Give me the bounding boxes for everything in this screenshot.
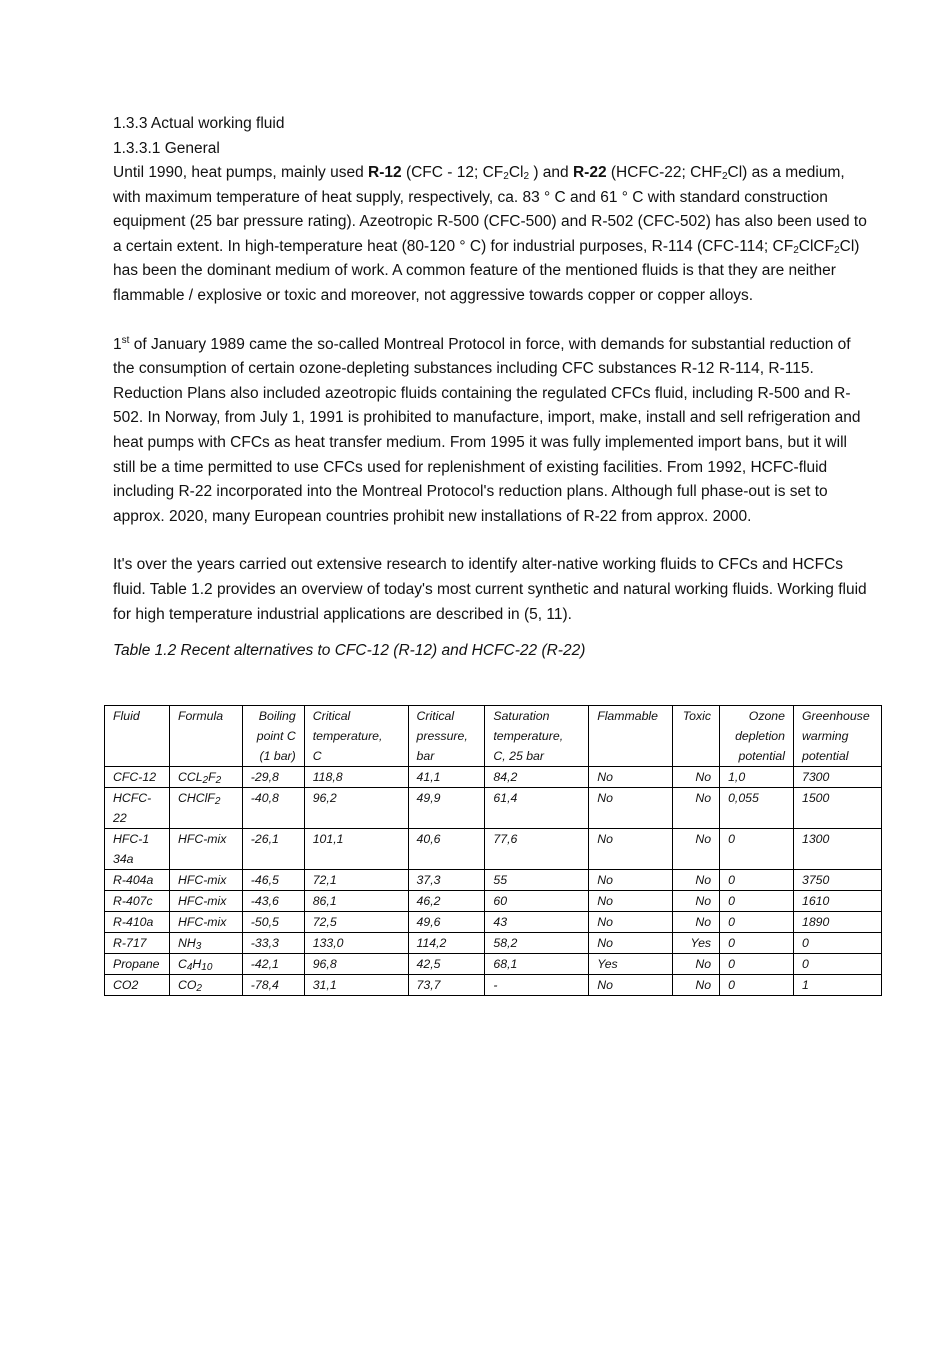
table-row [105,912,882,933]
cell-saturation-temperature: 61,4 [485,788,589,829]
table-header-row [105,706,882,767]
text-run: (HCFC-22; CHF [606,164,722,181]
cell-greenhouse-warming: 0 [793,954,881,975]
text-run: ) and [529,164,573,181]
cell-saturation-temperature: 55 [485,870,589,891]
cell-ozone-depletion: 1,0 [720,767,794,788]
cell-ozone-depletion: 0 [720,954,794,975]
cell-toxic: No [673,829,720,870]
cell-boiling-point: -33,3 [242,933,304,954]
subscript: 2 [834,244,840,256]
text-run: Cl) has been the dominant medium of work. A common feature of the mentioned fluids is that they are neither flammable / explosive or toxic and moreover, not aggressive towards copper or copper alloys. [113,237,860,304]
cell-toxic: No [673,870,720,891]
cell-flammable: No [589,912,673,933]
cell-formula: HFC-mix [169,829,242,870]
header-boiling-point: Boiling point C (1 bar) [242,706,304,767]
header-toxic: Toxic [673,706,720,767]
cell-saturation-temperature: 84,2 [485,767,589,788]
cell-fluid: R-407c [105,891,170,912]
cell-critical-pressure: 42,5 [408,954,485,975]
section-heading: 1.3.3 Actual working fluid [113,115,285,132]
header-saturation-temperature: Saturation temperature, C, 25 bar [485,706,589,767]
cell-formula: $CCL_2F_2$ [169,767,242,788]
cell-toxic: No [673,975,720,996]
cell-fluid: CFC-12 [105,767,170,788]
cell-ozone-depletion: 0 [720,975,794,996]
cell-ozone-depletion: 0 [720,912,794,933]
table-caption: Table 1.2 Recent alternatives to CFC-12 (R-12) and HCFC-22 (R-22) [113,642,586,660]
cell-greenhouse-warming: 3750 [793,870,881,891]
text-run: 1 [113,335,122,353]
subscript: 2 [523,171,530,182]
paragraph-history [113,161,873,309]
superscript: st [121,334,130,346]
cell-ozone-depletion: 0 [720,829,794,870]
cell-critical-pressure: 37,3 [408,870,485,891]
cell-greenhouse-warming: 7300 [793,767,881,788]
cell-formula: $CO_2$ [169,975,242,996]
subscript: 2 [793,244,799,256]
cell-toxic: Yes [673,933,720,954]
cell-ozone-depletion: 0 [720,891,794,912]
table-row [105,767,882,788]
cell-flammable: No [589,767,673,788]
cell-critical-pressure: 73,7 [408,975,485,996]
cell-formula: $NH_3$ [169,933,242,954]
table-row [105,891,882,912]
cell-boiling-point: -40,8 [242,788,304,829]
cell-critical-temperature: 31,1 [304,975,408,996]
cell-formula: $C_4H_{10}$ [169,954,242,975]
cell-flammable: No [589,933,673,954]
cell-flammable: No [589,788,673,829]
cell-flammable: No [589,870,673,891]
cell-boiling-point: -26,1 [242,829,304,870]
subscript: 2 [503,171,509,182]
cell-boiling-point: -46,5 [242,870,304,891]
cell-greenhouse-warming: 1300 [793,829,881,870]
cell-saturation-temperature: 43 [485,912,589,933]
table-row [105,829,882,870]
cell-fluid: HFC-134a [105,829,170,870]
cell-boiling-point: -78,4 [242,975,304,996]
cell-critical-pressure: 114,2 [408,933,485,954]
cell-critical-temperature: 72,1 [304,870,408,891]
cell-saturation-temperature: 58,2 [485,933,589,954]
cell-toxic: No [673,954,720,975]
cell-flammable: No [589,829,673,870]
cell-critical-temperature: 133,0 [304,933,408,954]
table-row [105,954,882,975]
cell-flammable: Yes [589,954,673,975]
cell-fluid: R-717 [105,933,170,954]
cell-saturation-temperature: - [485,975,589,996]
cell-fluid: R-404a [105,870,170,891]
cell-ozone-depletion: 0 [720,870,794,891]
header-formula: Formula [169,706,242,767]
cell-critical-pressure: 46,2 [408,891,485,912]
cell-critical-temperature: 72,5 [304,912,408,933]
table-row [105,788,882,829]
text-run: (CFC - 12; CF [401,164,504,181]
cell-greenhouse-warming: 1500 [793,788,881,829]
cell-flammable: No [589,975,673,996]
cell-critical-pressure: 40,6 [408,829,485,870]
table-row [105,933,882,954]
header-fluid: Fluid [105,706,170,767]
cell-greenhouse-warming: 1610 [793,891,881,912]
header-critical-pressure: Critical pressure, bar [408,706,485,767]
bold-text: R-22 [572,164,607,181]
text-run: Until 1990, heat pumps, mainly used [113,164,369,181]
cell-critical-temperature: 86,1 [304,891,408,912]
cell-toxic: No [673,767,720,788]
cell-saturation-temperature: 77,6 [485,829,589,870]
cell-formula: HFC-mix [169,891,242,912]
cell-greenhouse-warming: 1890 [793,912,881,933]
cell-toxic: No [673,891,720,912]
cell-boiling-point: -43,6 [242,891,304,912]
cell-saturation-temperature: 60 [485,891,589,912]
cell-critical-pressure: 49,6 [408,912,485,933]
paragraph-research: It's over the years carried out extensive research to identify alter-native working fluids to CFCs and HCFCs fluid. Table 1.2 provides an overview of today's most current synthetic and natural working fluids. Working fluid for high temperature industrial applications are described in (5, 11). [113,556,867,623]
cell-flammable: No [589,891,673,912]
text-run: Cl [508,164,524,181]
paragraph-montreal-protocol [113,333,873,530]
cell-toxic: No [673,912,720,933]
cell-critical-temperature: 96,2 [304,788,408,829]
cell-boiling-point: -42,1 [242,954,304,975]
cell-toxic: No [673,788,720,829]
cell-fluid: CO2 [105,975,170,996]
cell-boiling-point: -29,8 [242,767,304,788]
cell-critical-pressure: 41,1 [408,767,485,788]
working-fluids-table [104,705,882,996]
cell-fluid: HCFC-22 [105,788,170,829]
text-run: of January 1989 came the so-called Montreal Protocol in force, with demands for substantial reduction of the consumption of certain ozone-depleting substances including CFC substances R-12 R-114, R-115. Reduction Plans also included azeotropic fluids containing the regulated CFCs fluid, including R-500 and R-502. In Norway, from July 1, 1991 is prohibited to manufacture, import, make, install and sell refrigeration and heat pumps with CFCs as heat transfer medium. From 1995 it was fully implemented import bans, but it will still be a time permitted to use CFCs used for replenishment of existing facilities. From 1992, HCFC-fluid including R-22 incorporated into the Montreal Protocol's reduction plans. Although full phase-out is set to approx. 2020, many European countries prohibit new installations of R-22 from approx. 2000. [113,335,861,525]
header-critical-temperature: Critical temperature, C [304,706,408,767]
cell-ozone-depletion: 0 [720,933,794,954]
text-run: ClCF [798,237,835,255]
table-row [105,870,882,891]
subsection-heading: 1.3.3.1 General [113,139,220,157]
document-page [113,112,873,661]
cell-greenhouse-warming: 0 [793,933,881,954]
header-flammable: Flammable [589,706,673,767]
cell-saturation-temperature: 68,1 [485,954,589,975]
cell-critical-temperature: 101,1 [304,829,408,870]
cell-boiling-point: -50,5 [242,912,304,933]
cell-greenhouse-warming: 1 [793,975,881,996]
cell-fluid: R-410a [105,912,170,933]
text-run: Cl) as a medium, with maximum temperature of heat supply, respectively, ca. 83 ° C and 61 ° C with standard construction equipment (25 bar pressure rating). Azeotropic R-500 (CFC-500) and R-502 (CFC-502) has also been used to a certain extent. In high-temperature heat (80-120 ° C) for industrial purposes, R-114 (CFC-114; CF [113,164,867,255]
cell-critical-temperature: 96,8 [304,954,408,975]
table-row [105,975,882,996]
cell-formula: HFC-mix [169,912,242,933]
cell-fluid: Propane [105,954,170,975]
cell-formula: CHClF$_2$ [169,788,242,829]
cell-ozone-depletion: 0,055 [720,788,794,829]
cell-formula: HFC-mix [169,870,242,891]
subscript: 2 [721,171,728,182]
cell-critical-temperature: 118,8 [304,767,408,788]
cell-critical-pressure: 49,9 [408,788,485,829]
header-ozone-depletion: Ozone depletion potential [720,706,794,767]
header-greenhouse-warming: Greenhouse warming potential [793,706,881,767]
bold-text: R-12 [368,164,402,181]
